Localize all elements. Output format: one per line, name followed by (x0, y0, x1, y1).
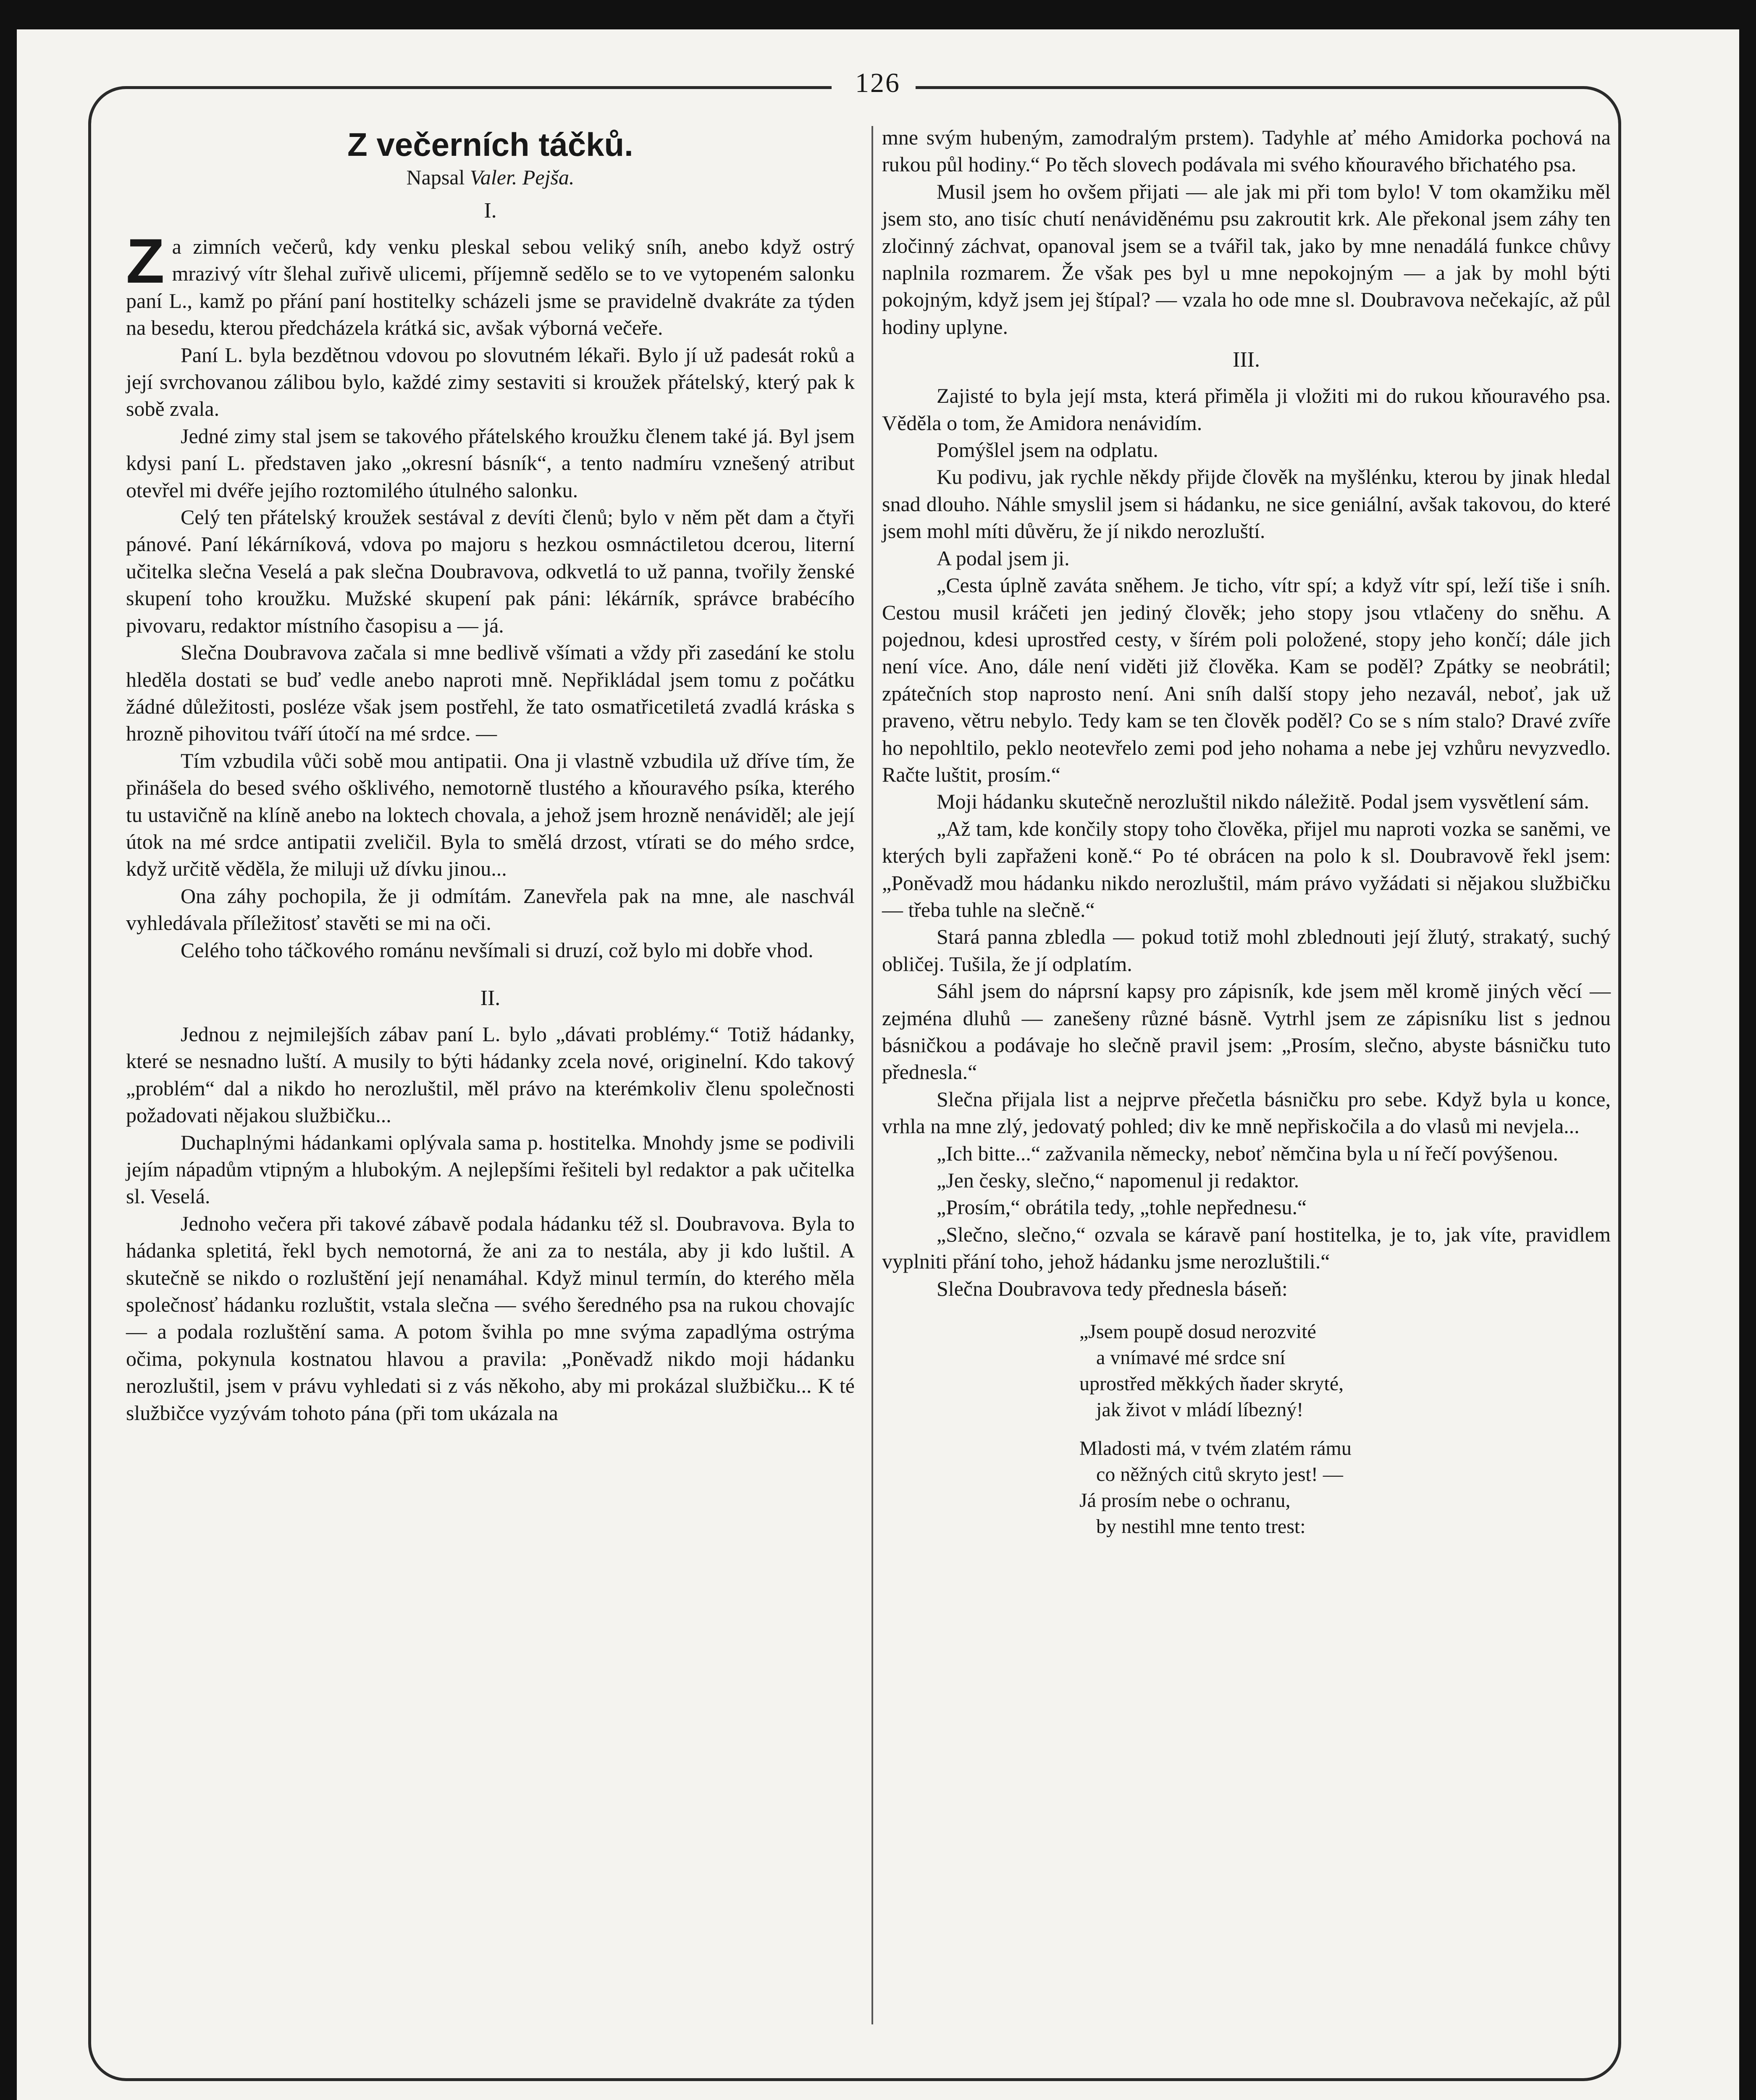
right-column (882, 124, 1611, 1552)
paragraph: Slečna Doubravova začala si mne bedlivě všímati a vždy při zasedání ke stolu hleděla dostati se buď vedle anebo naproti mně. Nepřikládal jsem tomu z počátku žádné důležitosti, posléze však jsem postřehl, že tato osmatřicetiletá zvadlá kráska s hrozně pihovitou tváří útočí na mé srdce. — (126, 640, 855, 746)
paragraph: Celý ten přátelský kroužek sestával z devíti členů; bylo v něm pět dam a čtyři pánové. Paní lékárníková, vdova po majoru s hezkou osmnáctiletou dcerou, literní učitelka slečna Veselá a pak slečna Doubravova, odkvetlá to už panna, tvořily ženské skupení toho kroužku. Mužské skupení pak páni: lékárník, správce brabécího pivovaru, redaktor místního časopisu a — já. (126, 505, 855, 637)
paragraph: Jednou z nejmilejších zábav paní L. bylo „dávati problémy.“ Totiž hádanky, které se nesnadno luští. A musily to býti hádanky zcela nové, originelní. Kdo takový „problém“ dal a nikdo ho nerozluštil, měl právo na kterémkoliv členu společnosti požadovati nějakou službičku... (126, 1022, 855, 1127)
paragraph: A podal jsem ji. (937, 546, 1070, 570)
left-column (126, 124, 855, 1426)
paragraph: Musil jsem ho ovšem přijati — ale jak mi při tom bylo! V tom okamžiku měl jsem sto, ano tisíc chutí nenáviděnému psu zakroutit krk. Ale překonal jsem záhy ten zločinný záchvat, opanoval jsem se a tvářil tak, jako by mne nenadálá funkce chůvy naplnila rozmarem. Že však pes byl u mne nepokojným — a jak by mohl býti pokojným, když jsem jej štípal? — vzala ho ode mne sl. Doubravova nečekajíc, až půl hodiny uplyne. (882, 179, 1611, 339)
paragraph: Ku podivu, jak rychle někdy přijde člověk na myšlénku, kterou by jinak hledal snad dlouho. Náhle smyslil jsem si hádanku, ne sice geniální, avšak takovou, do které jsem mohl míti důvěru, že jí nikdo nerozluští. (882, 465, 1611, 543)
scan-border-right (1739, 0, 1756, 2100)
poem-line: uprostřed měkkých ňader skryté, (1079, 1373, 1344, 1395)
paragraph: Paní L. byla bezdětnou vdovou po slovutném lékaři. Bylo jí už padesát roků a její svrchovanou zálibou bylo, každé zimy sestaviti si kroužek přátelský, který pak k sobě zvala. (126, 343, 855, 421)
byline (126, 163, 855, 191)
paragraph: Jednoho večera při takové zábavě podala hádanku též sl. Doubravova. Byla to hádanka spletitá, řekl bych nemotorná, že ani za to nestála, aby ji kdo luštil. A skutečně se nikdo o rozluštění její nenamáhal. Když minul termín, do kterého měla společnosť hádanku rozluštit, vstala slečna — svého šeredného psa na rukou chovajíc — a podala rozluštění sama. A potom švihla po mne svýma zapadlýma ostrýma očima, pokynula kostnatou hlavou a pravila: „Poněvadž nikdo moji hádanku nerozluštil, jsem v právu vyhledati si z vás někoho, aby mi prokázal službičku... K té službičce vyzývám tohoto pána (při tom ukázala na (126, 1211, 855, 1425)
drop-cap: Z (126, 226, 165, 296)
paragraph (126, 226, 855, 341)
paragraph: „Ich bitte...“ zažvanila německy, neboť němčina byla u ní řečí povýšenou. (937, 1141, 1559, 1165)
paragraph: Jedné zimy stal jsem se takového přátelského kroužku členem také já. Byl jsem kdysi paní L. představen jako „okresní básník“, a tento nadmíru vznešený atribut otevřel mi dvéře jejího roztomilého útulného salonku. (126, 424, 855, 502)
poem-line: co něžných citů skryto jest! — (1096, 1463, 1343, 1486)
paragraph: Slečna přijala list a nejprve přečetla básničku pro sebe. Když byla u konce, vrhla na mne zlý, jedovatý pohled; div ke mně nepřiskočila a do vlasů mi nevjela... (882, 1087, 1611, 1138)
poem-line: Mladosti má, v tvém zlatém rámu (1079, 1437, 1352, 1460)
paragraph: Moji hádanku skutečně nerozluštil nikdo náležitě. Podal jsem vysvětlení sám. (937, 790, 1589, 814)
paragraph: „Slečno, slečno,“ ozvala se káravě paní hostitelka, je to, jak víte, pravidlem vyplniti přání toho, jehož hádanku jsme nerozluštili.“ (882, 1222, 1611, 1273)
paragraph: Tím vzbudila vůči sobě mou antipatii. Ona ji vlastně vzbudila už dříve tím, že přinášela do besed svého ošklivého, nemotorně tlustého a kňouravého psíka, kterého tu ustavičně na klíně anebo na loktech chovala, a jehož jsem hrozně nenáviděl; ale její útok na mé srdce antipatii zveličil. Byla to smělá drzost, vtírati se do mého srdce, když určitě věděla, že miluji už dívku jinou... (126, 748, 855, 881)
byline-prefix: Napsal (406, 165, 465, 189)
paragraph: mne svým hubeným, zamodralým prstem). Tadyhle ať mého Amidorka pochová na rukou půl hodiny.“ Po těch slovech podávala mi svého kňouravého břichatého psa. (882, 126, 1611, 176)
poem (1079, 1319, 1611, 1540)
paragraph: Stará panna zbledla — pokud totiž mohl zblednouti její žlutý, strakatý, suchý obličej. Tušila, že jí odplatím. (882, 925, 1611, 976)
poem-stanza (1079, 1436, 1611, 1540)
section-heading-2: II. (480, 986, 501, 1010)
scan-border-left (0, 0, 17, 2100)
page-frame-top-left (88, 86, 832, 124)
paragraph: Duchaplnými hádankami oplývala sama p. hostitelka. Mnohdy jsme se podivili jejím nápadům vtipným a hlubokým. A nejlepšími řešiteli byl redaktor a pak učitelka sl. Veselá. (126, 1130, 855, 1208)
paragraph: Celého toho táčkového románu nevšímali si druzí, což bylo mi dobře vhod. (181, 938, 814, 962)
paragraph: Slečna Doubravova tedy přednesla báseň: (937, 1276, 1288, 1300)
paragraph: Pomýšlel jsem na odplatu. (937, 438, 1158, 462)
paragraph-text: a zimních večerů, kdy venku pleskal sebou veliký sníh, anebo když ostrý mrazivý vítr šlehal zuřivě ulicemi, příjemně sedělo se to ve vytopeném salonku paní L., kamž po přání paní hostitelky scházeli jsme se pravidelně dvakráte za týden na besedu, kterou předcházela krátká sic, avšak výborná večeře. (126, 235, 855, 340)
article-title: Z večerních táčků. (347, 126, 633, 163)
paragraph: „Prosím,“ obrátila tedy, „tohle nepřednesu.“ (937, 1195, 1307, 1219)
poem-line: by nestihl mne tento trest: (1096, 1515, 1306, 1538)
paragraph: Ona záhy pochopila, že ji odmítám. Zanevřela pak na mne, ale naschvál vyhledávala příležitosť stavěti se mi na oči. (126, 884, 855, 935)
section-heading-3: III. (1233, 348, 1260, 372)
page-number: 126 (855, 68, 900, 98)
page-frame-top-right (916, 86, 1621, 124)
poem-line: jak život v mládí líbezný! (1096, 1399, 1304, 1421)
author-name: Valer. Pejša. (470, 165, 575, 189)
paragraph: „Jen česky, slečno,“ napomenul ji redaktor. (937, 1168, 1299, 1192)
poem-line: Já prosím nebe o ochranu, (1079, 1489, 1291, 1512)
column-divider (871, 126, 873, 2024)
scan-border-top (0, 0, 1756, 29)
section-heading-1: I. (484, 199, 497, 223)
poem-line: „Jsem poupě dosud nerozvité (1079, 1320, 1316, 1343)
paragraph: „Až tam, kde končily stopy toho člověka, přijel mu naproti vozka se saněmi, ve kterých byli zapřaženi koně.“ Po té obrácen na polo k sl. Doubravově řekl jsem: „Poněvadž mou hádanku nikdo nerozluštil, mám právo vyžádati si nějakou službičku — třeba tuhle na slečně.“ (882, 816, 1611, 921)
paragraph: Sáhl jsem do náprsní kapsy pro zápisník, kde jsem měl kromě jiných věcí — zejména dluhů — zanešeny různé básně. Vytrhl jsem ze zápisníku list s jednou básničkou a podávaje ho slečně pravil jsem: „Prosím, slečno, abyste básničku tuto přednesla.“ (882, 979, 1611, 1084)
poem-stanza (1079, 1319, 1611, 1423)
paragraph: Zajisté to byla její msta, která přiměla ji vložiti mi do rukou kňouravého psa. Věděla o tom, že Amidora nenávidím. (882, 384, 1611, 435)
poem-line: a vnímavé mé srdce sní (1096, 1347, 1286, 1369)
paragraph: „Cesta úplně zaváta sněhem. Je ticho, vítr spí; a když vítr spí, leží tiše i sníh. Cestou musil kráčeti jen jediný člověk; jeho stopy jsou vtlačeny do sněhu. A pojednou, kdesi uprostřed cesty, v šírém poli položené, stopy jeho končí; dále jich není více. Ano, dále není viděti již člověka. Kam se poděl? Zpátky se neobrátil; zpátečních stop naprosto není. Ani sníh další stopy jeho nezavál, neboť, jak už praveno, větru nebylo. Tedy kam se ten člověk poděl? Co se s ním stalo? Dravé zvíře ho nepohltilo, peklo neotevřelo zemi pod jeho nohama a nebe jej vzhůru nevyzvedlo. Račte luštit, prosím.“ (882, 573, 1611, 786)
